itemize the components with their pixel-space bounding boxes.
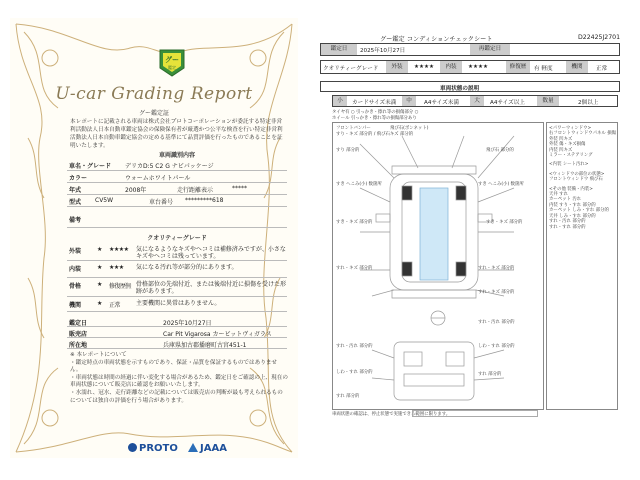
svg-text:鑑定: 鑑定 [168,65,176,70]
sheet-title: グー鑑定 コンディションチェックシート [380,36,493,43]
grade-row-frame: 骨格 ★ 修復歴無 骨格部位の先端付近、または後端付近に損傷を受けた形跡があります。 [67,278,287,297]
sheet-footer-box [412,410,538,417]
grade-row-interior: 内装 ★ ★★★ 気になる汚れ等が部分的にあります。 [67,261,287,278]
sheet-footer: 車両状態の確認は、停止状態で実施できる範囲に限ります。 [332,412,451,417]
shop-row: 販売店 Car Pit Vigarosa カービットヴィガラス [67,327,287,338]
part-label: すれ 部分的 [336,394,360,399]
exterior-stars: ★★★★ [414,64,435,70]
quality-label: クオリティーグレード [323,66,379,72]
part-label: 飛び石 部分的 [486,148,514,153]
certificate-intro: 本レポートに記載される車両は株式会社プロトコーポレーションが委託する特定非営利活動法人日本自動車鑑定協会の保険保有者が厳選かつ公平な検査を行い特定非営利活動法人日本自動車鑑定協会の定める基準にて品質評価を行ったものであることを証明いたします。 [70,119,283,149]
part-label: フロントバンパー [336,126,371,131]
svg-text:グー: グー [165,56,179,64]
grade-section-title: クオリティーグレード [147,235,207,242]
part-label: しわ・すれ 部分的 [336,370,373,375]
part-label: すき・キズ 部分的 [486,220,523,225]
location-row: 所在地 兵庫県加古郡播磨町古宮451-1 [67,338,287,349]
vehicle-model-row: 車名・グレード デリカD:5 C2 G ナビパッケージ [67,159,287,171]
appraisal-date-row: 鑑定日 2025年10月27日 [67,316,287,327]
proto-logo-mark-icon [128,443,137,452]
part-label: すり 部分的 [336,148,360,153]
part-label: すき へこみ(小) 数箇所 [336,182,382,187]
engine-value: 正常 [596,66,608,72]
vehicle-section-title: 車両識別内容 [158,152,195,159]
certificate-notes: ※ 本レポートについて ・鑑定時点の車両状態を示すものであり、保証・品質を保証するものではありません。 ・車両状態は時間の経過に伴い変化する場合があるため、鑑定日をご確認の上、現在の車両状態について販売店に確認をお願いいたします。 ・水濡れ、冠水、走行距離などの記載については販売店の判断が最も考えられるものについては独自の評価を行う場合があります。 [70,352,288,404]
part-label: すれ・キズ 部分的 [336,266,373,271]
jaaa-logo: JAAA [188,443,227,454]
proto-logo: PROTO [128,443,178,454]
part-label: すれ・キズ 部分的 [478,290,515,295]
tire-note: タイヤ有 ○ 引っかき・擦れ等の損傷部分 ○ [332,110,419,115]
section-title: 車両状態の説明 [440,86,480,92]
goo-appraisal-badge-icon [158,48,186,78]
part-label: すれ・汚れ 部分的 [478,320,515,325]
part-label: すり・キズ 部分的 / 飛び石キズ 部分的 [336,132,414,137]
repair-value: 有 軽度 [534,66,553,72]
sheet-date-value: 2025年10月27日 [360,48,406,54]
certificate-subtitle: グー鑑定証 [138,110,169,117]
sheet-doc-id: D22425J2701 [578,34,621,41]
part-label: すき・キズ 部分的 [336,220,373,225]
jaaa-logo-mark-icon [188,443,198,452]
grading-certificate [10,18,298,458]
vehicle-type-row: 型式 CV5W 車台番号 *********618 [67,195,287,207]
part-label: しわ・すれ 部分的 [478,344,515,349]
grade-row-exterior: 外装 ★ ★★★★ 気になるようなキズやヘコミは補修済みですが、小さなキズやヘコミは残っています。 [67,243,287,261]
grade-row-engine: 機関 ★ 正常 主要機関に異常はありません。 [67,297,287,312]
part-label: すき へこみ(小) 数箇所 [478,182,524,187]
part-label: 飛び石(ボンネット) [390,126,429,131]
part-label: すれ・汚れ 部分的 [336,344,373,349]
vehicle-color-row: カラー ウォームホワイトパール [67,171,287,183]
certificate-title: U-car Grading Report [55,84,253,104]
part-label: すれ 部分的 [478,372,502,377]
vehicle-remarks-row: 備考 [67,207,287,228]
vehicle-year-row: 年式 2008年 走行距離表示 ***** [67,183,287,195]
part-label: すれ・キズ 部分的 [478,266,515,271]
side-notes: <パワーウィンドウ> 右フロントウィンドウパネル 損傷 外装 凹キズ 外装 傷・キズ損傷 内装 凹キズ ミラー・ステアリング <内装 シート汚れ> <ウィンドウの部位の状態> フロントウィンドウ 飛び石 <その他 装備・内装> 天井 すれ カーペット 汚れ 内装 すり・すれ 部分的 カーペット しみ・すれ 部分的 天井 しみ・すれ 部分的 すれ・汚れ 部分的 すれ・すれ 部分的 [549,126,616,230]
interior-stars: ★★★★ [468,64,489,70]
recheck-label: 再鑑定日 [470,44,510,55]
